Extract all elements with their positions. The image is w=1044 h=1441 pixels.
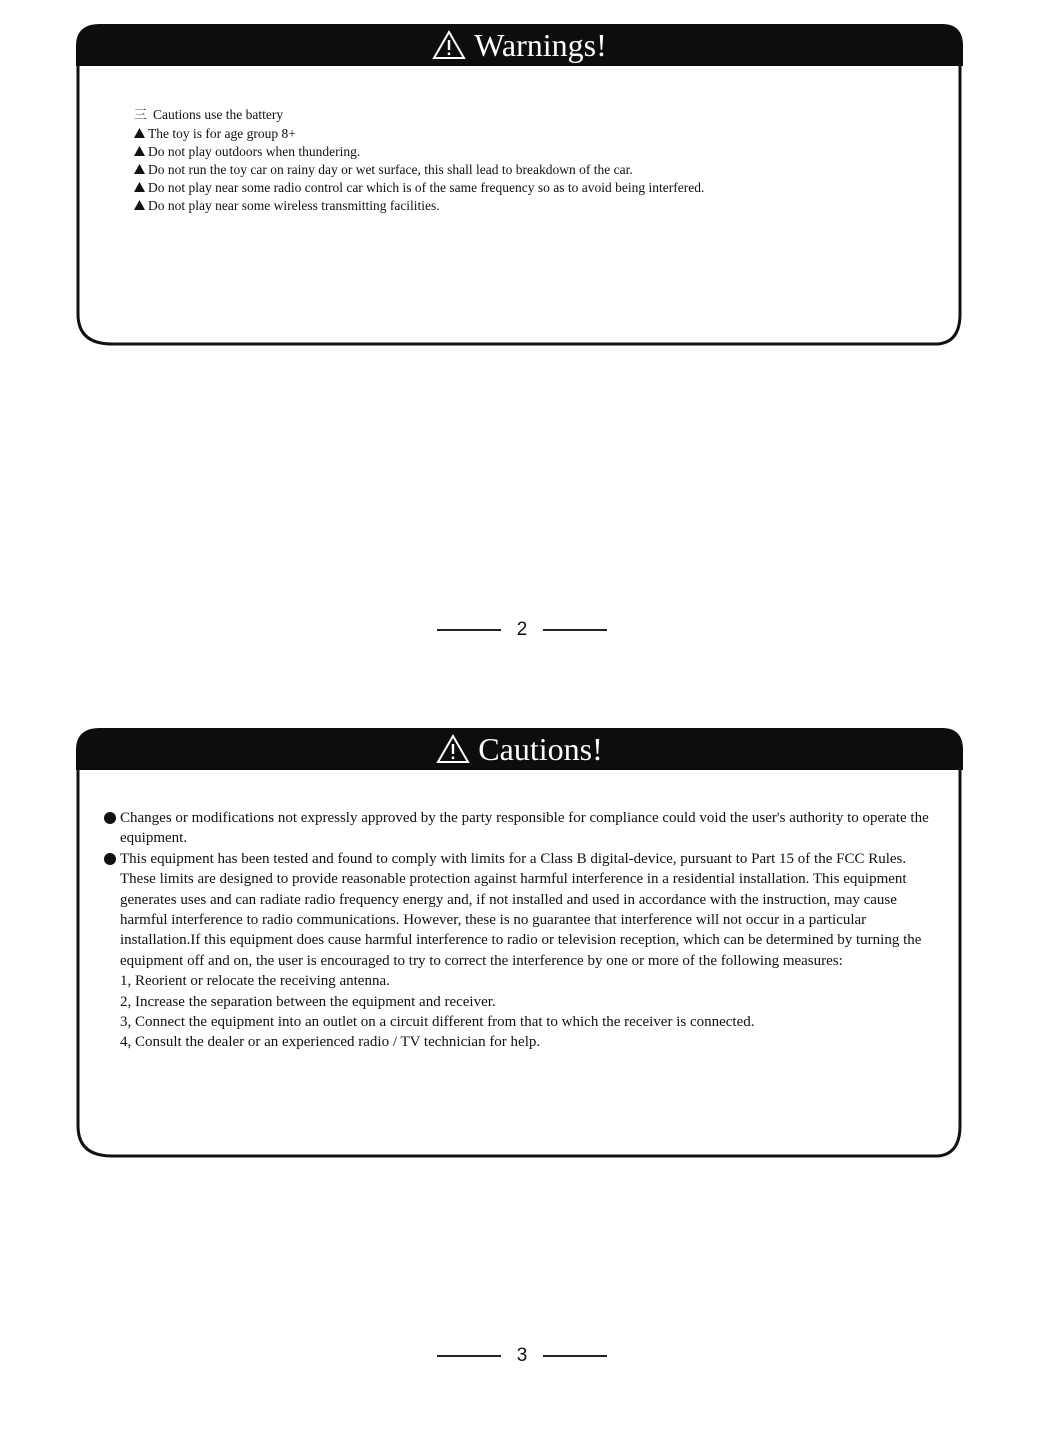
- battery-heading-text: Cautions use the battery: [153, 107, 284, 122]
- warning-item: [134, 197, 933, 215]
- warning-item-text: Do not play near some radio control car which is of the same frequency so as to avoid being interfered.: [148, 180, 705, 195]
- cautions-body: [104, 808, 929, 1053]
- bullet-dot-icon: [104, 853, 116, 865]
- page-number-2: [0, 619, 1044, 641]
- cautions-panel: [76, 728, 963, 1160]
- page-number-text: 3: [516, 1345, 528, 1366]
- bullet-triangle-icon: [134, 182, 145, 192]
- warnings-title: Warnings!: [474, 27, 607, 63]
- caution-paragraph: [104, 849, 929, 971]
- bullet-dot-icon: [104, 812, 116, 824]
- page-number-rule-left: [437, 1355, 501, 1357]
- bullet-triangle-icon: [134, 146, 145, 156]
- warning-item: [134, 179, 933, 197]
- bullet-triangle-icon: [134, 164, 145, 174]
- warning-item-text: Do not run the toy car on rainy day or wet surface, this shall lead to breakdown of the car.: [148, 162, 633, 177]
- warnings-header: [76, 24, 963, 66]
- cautions-header: [76, 728, 963, 770]
- cautions-title: Cautions!: [478, 731, 603, 767]
- caution-paragraph: [104, 808, 929, 849]
- warning-item-text: The toy is for age group 8+: [148, 126, 296, 141]
- measure-item: 2, Increase the separation between the equipment and receiver.: [120, 993, 496, 1010]
- page-number-3: [0, 1345, 1044, 1367]
- measure-item: 4, Consult the dealer or an experienced radio / TV technician for help.: [120, 1034, 541, 1051]
- warning-item-text: Do not play outdoors when thundering.: [148, 144, 361, 159]
- warnings-panel: [76, 24, 963, 348]
- page-number-text: 2: [516, 619, 528, 640]
- warning-triangle-icon: [436, 734, 470, 764]
- page-number-rule-right: [543, 1355, 607, 1357]
- warnings-body: [134, 106, 933, 215]
- warning-item: [134, 143, 933, 161]
- measure-item: 3, Connect the equipment into an outlet on a circuit different from that to which the receiver is connected.: [120, 1014, 755, 1031]
- caution-paragraph-text: Changes or modifications not expressly approved by the party responsible for compliance could void the user's authority to operate the equipment.: [120, 810, 929, 847]
- measure-item: 1, Reorient or relocate the receiving antenna.: [120, 973, 390, 990]
- page-number-rule-left: [437, 629, 501, 631]
- heading-glyph: 三: [134, 108, 148, 123]
- battery-heading: [134, 106, 933, 125]
- caution-paragraph-text: This equipment has been tested and found to comply with limits for a Class B digital-device, pursuant to Part 15 of the FCC Rules. These limits are designed to provide reasonable protection against harmful interference in a residential installation. This equipment generates uses and can radiate radio frequency energy and, if not installed and used in accordance with the instruction, may cause harmful interference to radio communications. However, these is no guarantee that interference will not occur in a particular installation.If this equipment does cause harmful interference to radio or television reception, which can be determined by turning the equipment off and on, the user is encouraged to try to correct the interference by one or more of the following measures:: [120, 850, 922, 969]
- bullet-triangle-icon: [134, 200, 145, 210]
- bullet-triangle-icon: [134, 128, 145, 138]
- warning-triangle-icon: [432, 30, 466, 60]
- warning-item-text: Do not play near some wireless transmitting facilities.: [148, 198, 440, 213]
- warning-item: [134, 161, 933, 179]
- warning-item: [134, 125, 933, 143]
- page-number-rule-right: [543, 629, 607, 631]
